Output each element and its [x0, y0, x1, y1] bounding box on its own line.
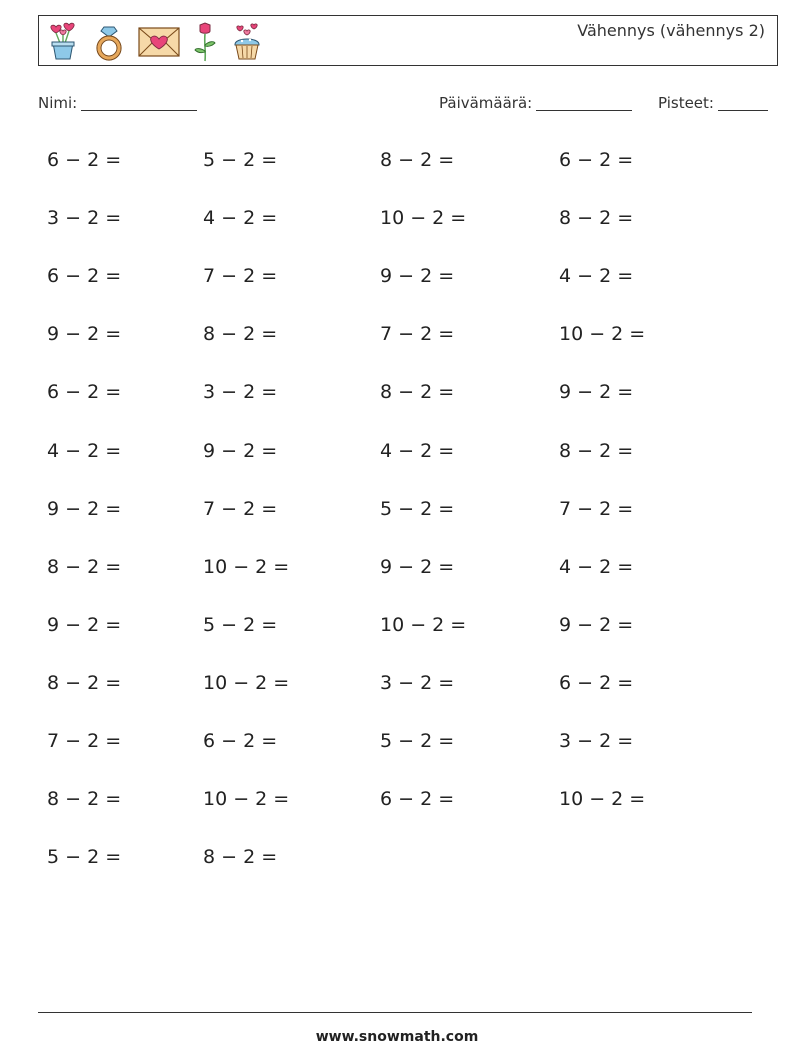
subtraction-problem: 5 − 2 =: [203, 149, 278, 171]
subtraction-problem: 6 − 2 =: [47, 381, 122, 403]
subtraction-problem: 9 − 2 =: [559, 381, 634, 403]
subtraction-problem: 8 − 2 =: [203, 323, 278, 345]
subtraction-problem: 8 − 2 =: [380, 381, 455, 403]
subtraction-problem: 7 − 2 =: [47, 730, 122, 752]
score-label: Pisteet:: [658, 94, 714, 112]
subtraction-problem: 9 − 2 =: [203, 440, 278, 462]
subtraction-problem: 7 − 2 =: [559, 498, 634, 520]
subtraction-problem: 4 − 2 =: [47, 440, 122, 462]
date-label: Päivämäärä:: [439, 94, 533, 112]
subtraction-problem: 5 − 2 =: [380, 498, 455, 520]
decorative-icon-strip: [45, 19, 275, 63]
subtraction-problem: 6 − 2 =: [47, 149, 122, 171]
subtraction-problem: 8 − 2 =: [203, 846, 278, 868]
score-blank[interactable]: [718, 94, 768, 111]
name-label: Nimi:: [38, 94, 78, 112]
name-field: [38, 94, 197, 112]
subtraction-problem: 9 − 2 =: [47, 323, 122, 345]
subtraction-problem: 6 − 2 =: [47, 265, 122, 287]
subtraction-problem: 10 − 2 =: [380, 207, 467, 229]
subtraction-problem: 6 − 2 =: [559, 672, 634, 694]
subtraction-problem: 8 − 2 =: [559, 440, 634, 462]
footer-url: www.snowmath.com: [315, 1029, 479, 1045]
footer-divider: [38, 1012, 752, 1013]
subtraction-problem: 6 − 2 =: [203, 730, 278, 752]
subtraction-problem: 7 − 2 =: [203, 265, 278, 287]
heart-cupcake-icon: [229, 19, 265, 63]
worksheet-header: [38, 15, 778, 66]
subtraction-problem: 9 − 2 =: [47, 498, 122, 520]
subtraction-problem: 8 − 2 =: [380, 149, 455, 171]
subtraction-problem: 10 − 2 =: [559, 788, 646, 810]
subtraction-problem: 9 − 2 =: [47, 614, 122, 636]
subtraction-problem: 4 − 2 =: [559, 265, 634, 287]
subtraction-problem: 4 − 2 =: [380, 440, 455, 462]
subtraction-problem: 8 − 2 =: [47, 672, 122, 694]
subtraction-problem: 4 − 2 =: [203, 207, 278, 229]
subtraction-problem: 9 − 2 =: [380, 556, 455, 578]
subtraction-problem: 5 − 2 =: [203, 614, 278, 636]
subtraction-problem: 8 − 2 =: [47, 556, 122, 578]
subtraction-problem: 5 − 2 =: [47, 846, 122, 868]
subtraction-problem: 10 − 2 =: [559, 323, 646, 345]
subtraction-problem: 6 − 2 =: [559, 149, 634, 171]
subtraction-problem: 10 − 2 =: [203, 672, 290, 694]
subtraction-problem: 7 − 2 =: [380, 323, 455, 345]
score-field: [658, 94, 768, 112]
subtraction-problem: 9 − 2 =: [559, 614, 634, 636]
subtraction-problem: 3 − 2 =: [380, 672, 455, 694]
subtraction-problem: 8 − 2 =: [47, 788, 122, 810]
name-blank[interactable]: [81, 94, 197, 111]
date-blank[interactable]: [536, 94, 632, 111]
subtraction-problem: 3 − 2 =: [47, 207, 122, 229]
heart-flower-pot-icon: [45, 19, 81, 63]
ring-icon: [91, 19, 127, 63]
subtraction-problem: 3 − 2 =: [203, 381, 278, 403]
subtraction-problem: 3 − 2 =: [559, 730, 634, 752]
subtraction-problem: 5 − 2 =: [380, 730, 455, 752]
date-field: [439, 94, 632, 112]
page-title: Vähennys (vähennys 2): [577, 21, 765, 40]
subtraction-problem: 9 − 2 =: [380, 265, 455, 287]
subtraction-problem: 8 − 2 =: [559, 207, 634, 229]
subtraction-problem: 10 − 2 =: [380, 614, 467, 636]
subtraction-problem: 4 − 2 =: [559, 556, 634, 578]
subtraction-problem: 10 − 2 =: [203, 788, 290, 810]
love-letter-icon: [137, 19, 181, 63]
subtraction-problem: 6 − 2 =: [380, 788, 455, 810]
subtraction-problem: 7 − 2 =: [203, 498, 278, 520]
rose-icon: [191, 19, 219, 63]
subtraction-problem: 10 − 2 =: [203, 556, 290, 578]
